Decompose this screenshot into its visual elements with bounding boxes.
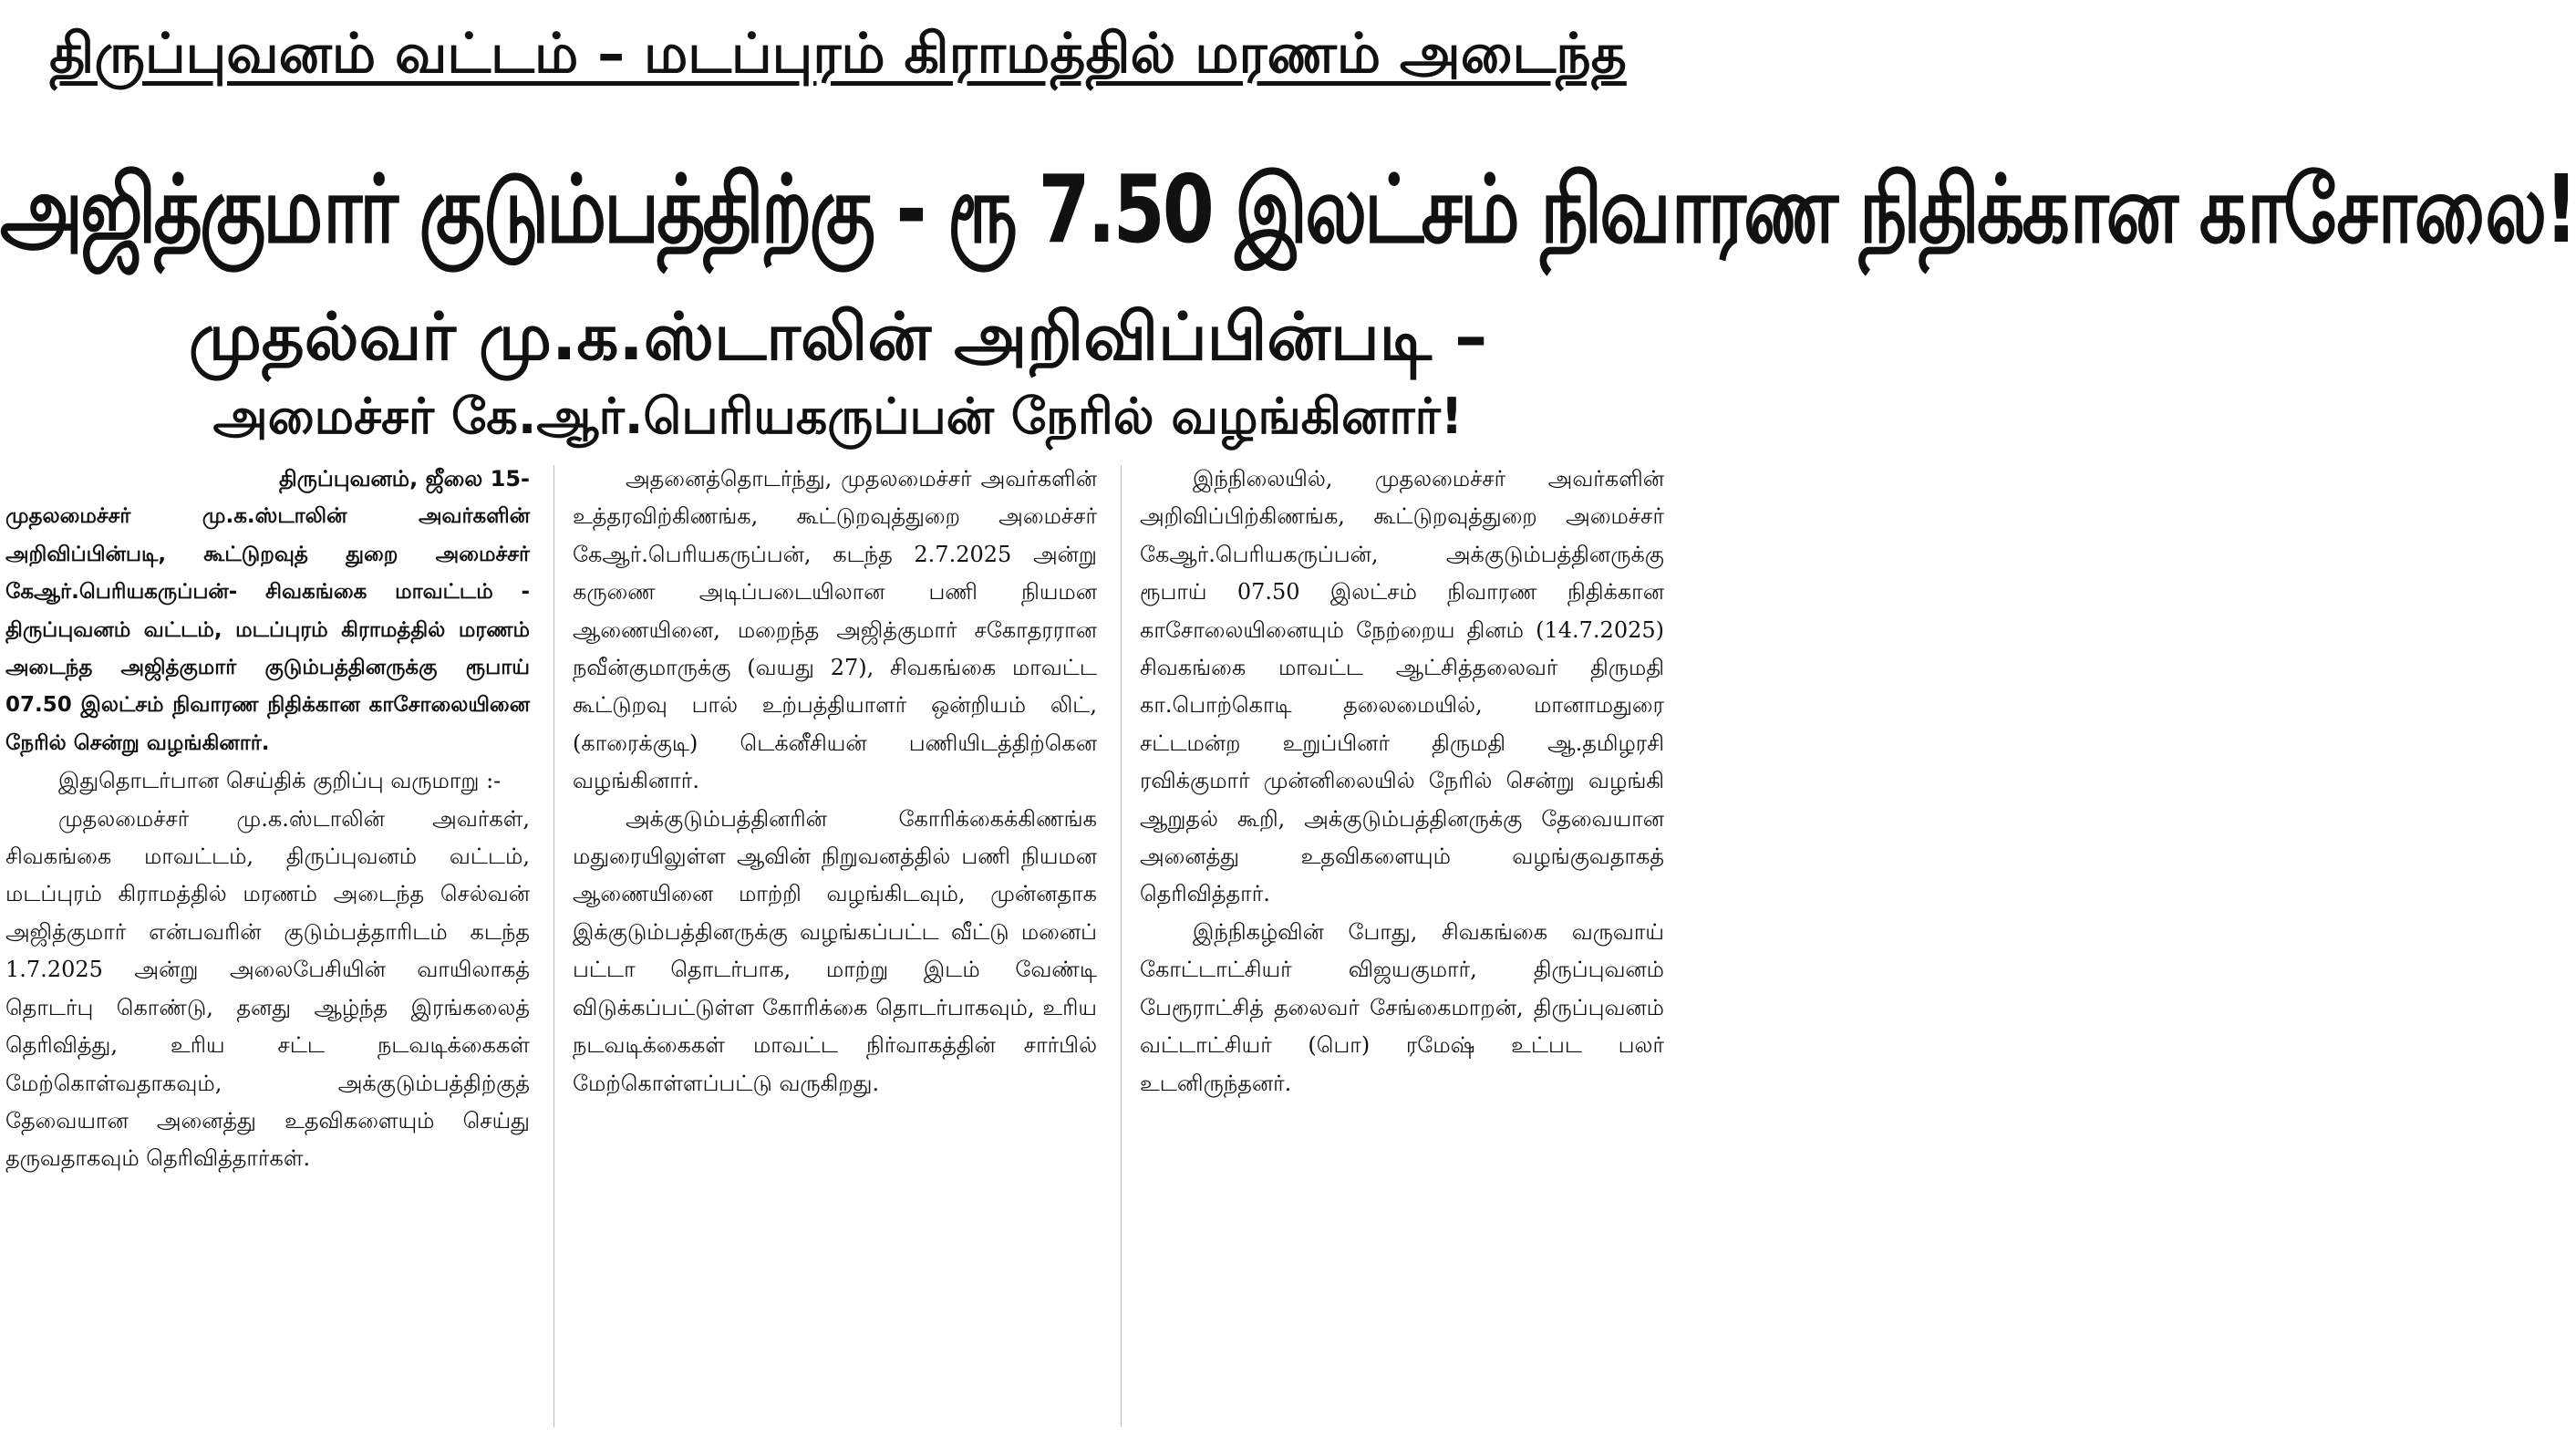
kicker-heading [0, 18, 1676, 89]
column-divider [553, 465, 554, 1427]
lead-paragraph: முதலமைச்சர் மு.க.ஸ்டாலின் அவர்களின் அறிவிப்பின்படி, கூட்டுறவுத் துறை அமைச்சர் கேஆர்.பெரியகருப்பன்- சிவகங்கை மாவட்டம் - திருப்புவனம் வட்டம், மடப்புரம் கிராமத்தில் மரணம் அடைந்த அஜித்குமார் குடும்பத்தினருக்கு ரூபாய் 07.50 இலட்சம் நிவாரண நிதிக்கான காசோலையினை நேரில் சென்று வழங்கினார். [5, 504, 530, 755]
article-column-2 [573, 461, 1097, 1427]
paragraph-6: இந்நிகழ்வின் போது, சிவகங்கை வருவாய் கோட்டாட்சியர் விஜயகுமார், திருப்புவனம் பேரூராட்சித் தலைவர் சேங்கைமாறன், திருப்புவனம் வட்டாட்சியர் (பொ) ரமேஷ் உட்பட பலர் உடனிருந்தனர். [1140, 918, 1664, 1096]
kicker-text: திருப்புவனம் வட்டம் – மடப்புரம் கிராமத்தில் மரணம் அடைந்த [49, 22, 1627, 86]
article-column-3 [1140, 461, 1664, 1427]
headline: அஜித்குமார் குடும்பத்திற்கு - ரூ 7.50 இலட்சம் நிவாரண நிதிக்கான காசோலை! [0, 156, 2576, 264]
paragraph-2: முதலமைச்சர் மு.க.ஸ்டாலின் அவர்கள், சிவகங்கை மாவட்டம், திருப்புவனம் வட்டம், மடப்புரம் கிராமத்தில் மரணம் அடைந்த செல்வன் அஜித்குமார் என்பவரின் குடும்பத்தாரிடம் கடந்த 1.7.2025 அன்று அலைபேசியின் வாயிலாகத் தொடர்பு கொண்டு, தனது ஆழ்ந்த இரங்கலைத் தெரிவித்து, உரிய சட்ட நடவடிக்கைகள் மேற்கொள்வதாகவும், அக்குடும்பத்திற்குத் தேவையான அனைத்து உதவிகளையும் செய்து தருவதாகவும் தெரிவித்தார்கள். [5, 805, 530, 1172]
dateline: திருப்புவனம், ஜீலை 15- [278, 466, 530, 492]
paragraph-4: அக்குடும்பத்தினரின் கோரிக்கைக்கிணங்க மதுரையிலுள்ள ஆவின் நிறுவனத்தில் பணி நியமன ஆணையினை மாற்றி வழங்கிடவும், முன்னதாக இக்குடும்பத்தினருக்கு வழங்கப்பட்ட வீட்டு மனைப் பட்டா தொடர்பாக, மாற்று இடம் வேண்டி விடுக்கப்பட்டுள்ள கோரிக்கை தொடர்பாகவும், உரிய நடவடிக்கைகள் மாவட்ட நிர்வாகத்தின் சார்பில் மேற்கொள்ளப்பட்டு வருகிறது. [573, 805, 1097, 1096]
paragraph-5: இந்நிலையில், முதலமைச்சர் அவர்களின் அறிவிப்பிற்கிணங்க, கூட்டுறவுத்துறை அமைச்சர் கேஆர்.பெரியகருப்பன், அக்குடும்பத்தினருக்கு ரூபாய் 07.50 இலட்சம் நிவாரண நிதிக்கான காசோலையினையும் நேற்றைய தினம் (14.7.2025) சிவகங்கை மாவட்ட ஆட்சித்தலைவர் திருமதி கா.பொற்கொடி தலைமையில், மானாமதுரை சட்டமன்ற உறுப்பினர் திருமதி ஆ.தமிழரசி ரவிக்குமார் முன்னிலையில் நேரில் சென்று வழங்கி ஆறுதல் கூறி, அக்குடும்பத்தினருக்கு தேவையான அனைத்து உதவிகளையும் வழங்குவதாகத் தெரிவித்தார். [1140, 466, 1664, 907]
subheadline-2: அமைச்சர் கே.ஆர்.பெரியகருப்பன் நேரில் வழங்கினார்! [212, 388, 1464, 445]
column-divider [1121, 465, 1122, 1427]
paragraph-1: இதுதொடர்பான செய்திக் குறிப்பு வருமாறு :- [58, 768, 502, 794]
subheadline-1: முதல்வர் மு.க.ஸ்டாலின் அறிவிப்பின்படி – [188, 298, 1488, 375]
paragraph-3: அதனைத்தொடர்ந்து, முதலமைச்சர் அவர்களின் உத்தரவிற்கிணங்க, கூட்டுறவுத்துறை அமைச்சர் கேஆர்.பெரியகருப்பன், கடந்த 2.7.2025 அன்று கருணை அடிப்படையிலான பணி நியமன ஆணையினை, மறைந்த அஜித்குமார் சகோதரரான நவீன்குமாருக்கு (வயது 27), சிவகங்கை மாவட்ட கூட்டுறவு பால் உற்பத்தியாளர் ஒன்றியம் லிட், (காரைக்குடி) டெக்னீசியன் பணியிடத்திற்கென வழங்கினார். [573, 466, 1097, 794]
article-column-1 [5, 461, 530, 1427]
